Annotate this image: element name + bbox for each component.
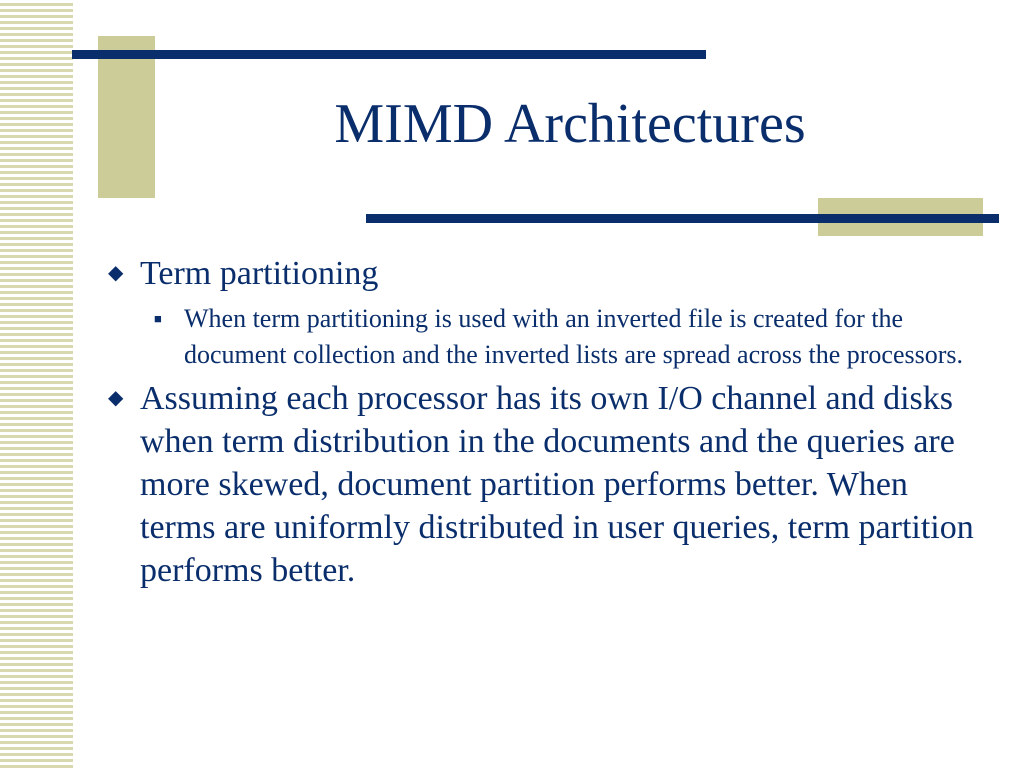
title-top-rule [72, 50, 706, 59]
tan-block-top [98, 36, 155, 198]
slide-body [104, 252, 984, 594]
left-stripe-decoration [0, 0, 73, 768]
diamond-bullet-icon: ◆ [108, 387, 124, 409]
square-bullet-icon: ■ [154, 311, 162, 326]
slide-title: MIMD Architectures [334, 93, 806, 155]
sub-bullet-text: When term partitioning is used with an inverted file is created for the document collection and the inverted lists are spread across the processors. [184, 304, 964, 369]
bullet-io-channel [104, 377, 984, 592]
diamond-bullet-icon: ◆ [108, 262, 124, 284]
title-bottom-rule [366, 214, 999, 223]
sub-bullet-inverted-file [148, 301, 984, 373]
bullet-text: Assuming each processor has its own I/O channel and disks when term distribution in the documents and the queries are more skewed, document partition performs better. When terms are uniformly distributed in user queries, term partition performs better. [140, 380, 974, 589]
bullet-text: Term partitioning [140, 255, 379, 292]
bullet-term-partitioning [104, 252, 984, 295]
